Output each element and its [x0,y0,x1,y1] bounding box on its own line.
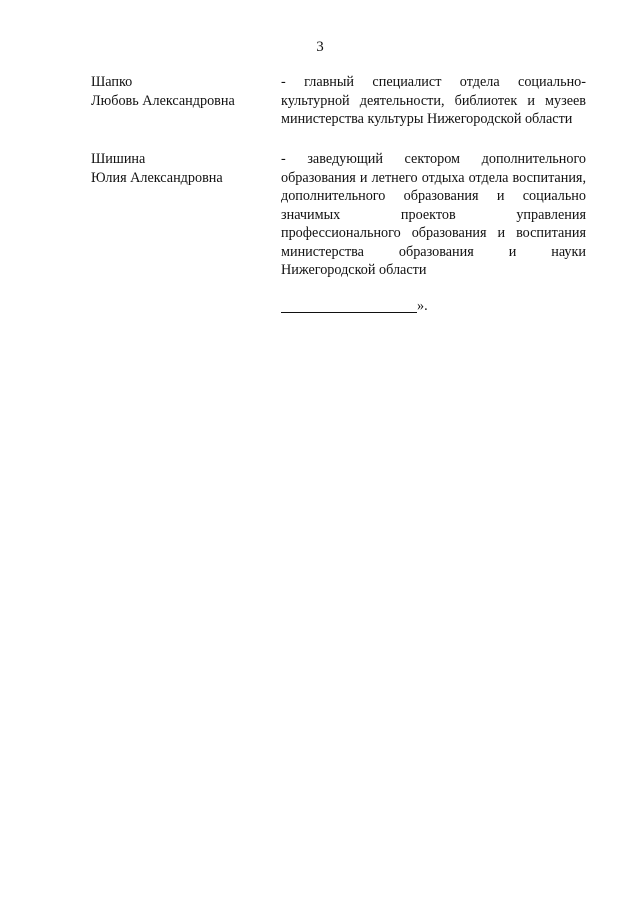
closing-quote-mark: ». [417,298,428,314]
member-position: - главный специалист отдела социально-культурной деятельности, библиотек и музеев министерства культуры Нижегородской области [281,74,586,127]
closing-line [281,297,428,315]
member-position: - заведующий сектором дополнительного образования и летнего отдыха отдела воспитания, дополнительного образования и социально значимых проектов управления профессионального образования и воспитания министерства образования и науки Нижегородской области [281,151,586,278]
member-given-names: Любовь Александровна [91,92,235,109]
member-name [91,150,271,187]
member-given-names: Юлия Александровна [91,169,223,186]
member-surname: Шапко [91,74,133,90]
member-surname: Шишина [91,151,146,167]
page-number: 3 [316,39,324,55]
closing-underline [281,312,417,313]
member-name [91,73,271,110]
